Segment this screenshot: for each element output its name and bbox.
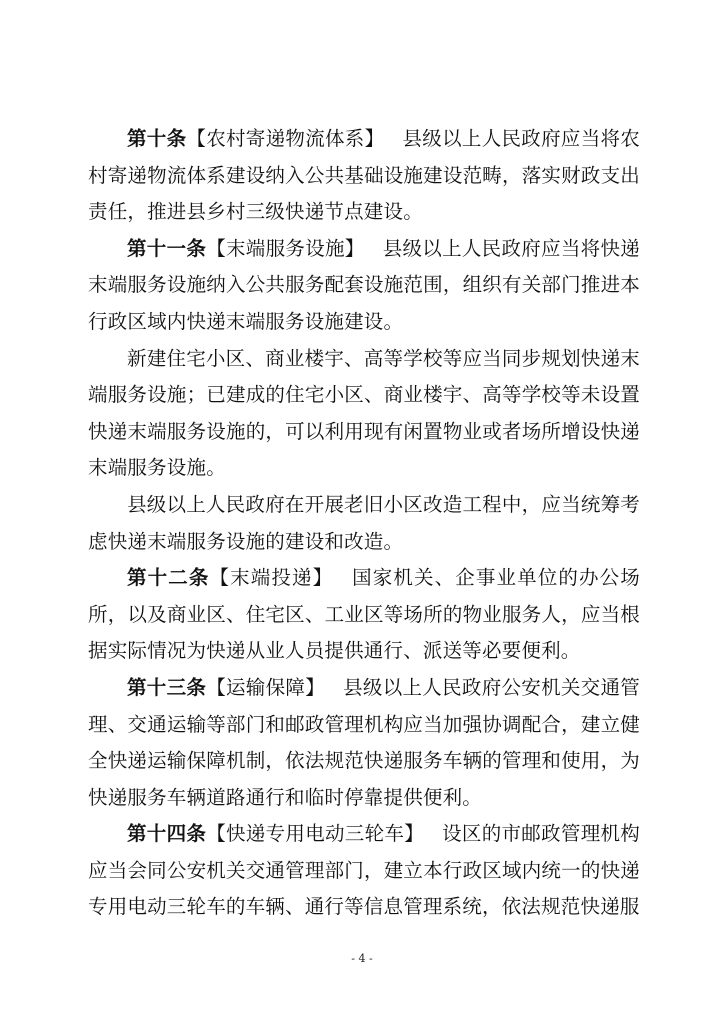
document-body [88,121,640,926]
article-number: 第十三条 [127,675,207,699]
paragraph-article-12 [88,560,640,670]
article-number: 第十一条 [127,236,207,260]
article-text: 县级以上人民政府应当将快递末端服务设施纳入公共服务配套设施范围，组织有关部门推进本行政区域内快递末端服务设施建设。 [88,236,640,333]
article-title: 【末端服务设施】 [206,236,365,260]
article-number: 第十二条 [127,566,210,590]
article-title: 【运输保障】 [206,675,325,699]
article-text: 县级以上人民政府公安机关交通管理、交通运输等部门和邮政管理机构应当加强协调配合，建立健全快递运输保障机制，依法规范快递服务车辆的管理和使用，为快递服务车辆道路通行和临时停靠提供便利。 [88,675,640,809]
paragraph-article-10 [88,121,640,231]
page-number: - 4 - [351,952,373,965]
paragraph-article-11-part-3 [88,487,640,560]
article-text: 国家机关、企事业单位的办公场所，以及商业区、住宅区、工业区等场所的物业服务人，应当根据实际情况为快递从业人员提供通行、派送等必要便利。 [88,566,640,663]
article-text: 新建住宅小区、商业楼宇、高等学校等应当同步规划快递末端服务设施；已建成的住宅小区、商业楼宇、高等学校等未设置快递末端服务设施的，可以利用现有闲置物业或者场所增设快递末端服务设施。 [88,346,640,480]
paragraph-article-14 [88,816,640,926]
article-number: 第十四条 [127,822,207,846]
paragraph-article-11 [88,231,640,341]
article-text: 县级以上人民政府应当将农村寄递物流体系建设纳入公共基础设施建设范畴，落实财政支出责任，推进县乡村三级快递节点建设。 [88,127,640,224]
article-title: 【快递专用电动三轮车】 [206,822,424,846]
article-number: 第十条 [127,127,187,150]
article-text: 县级以上人民政府在开展老旧小区改造工程中，应当统筹考虑快递末端服务设施的建设和改造。 [88,492,640,553]
article-text: 设区的市邮政管理机构应当会同公安机关交通管理部门，建立本行政区域内统一的快递专用电动三轮车的车辆、通行等信息管理系统，依法规范快递服 [88,822,640,919]
paragraph-article-13 [88,670,640,816]
article-title: 【农村寄递物流体系】 [186,127,385,150]
paragraph-article-11-part-2 [88,341,640,487]
article-title: 【末端投递】 [209,566,334,590]
